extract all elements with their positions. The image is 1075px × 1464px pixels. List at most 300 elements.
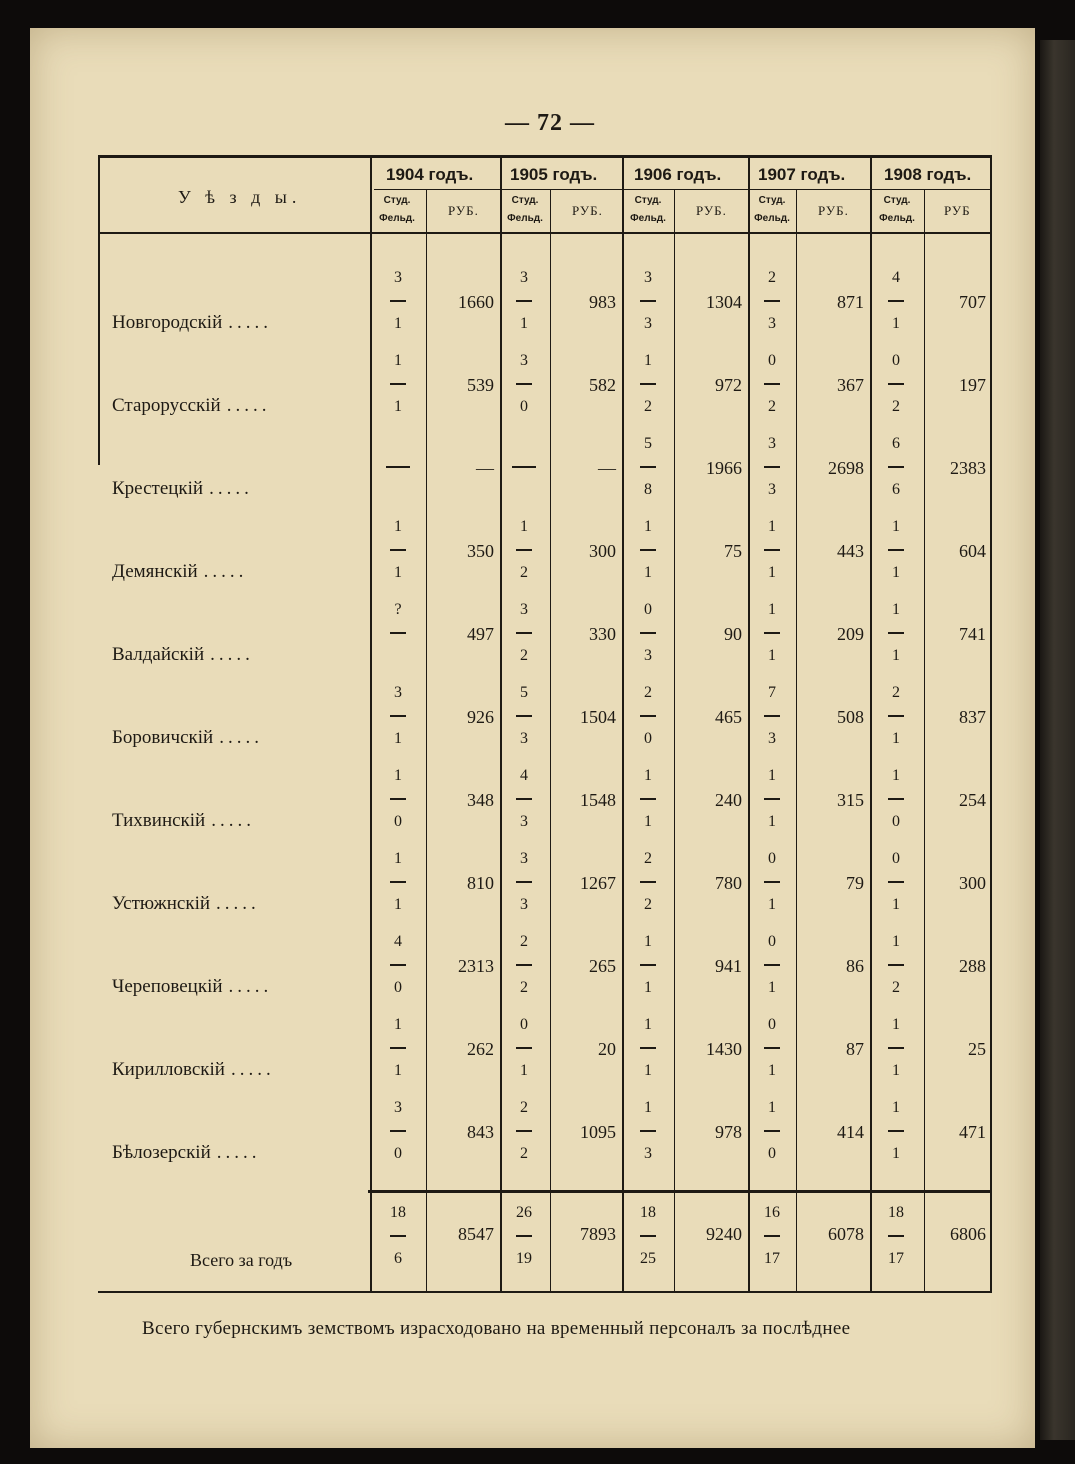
stud-feld-cell xyxy=(630,436,666,498)
rub-amount: 367 xyxy=(837,375,864,395)
rub-amount: 75 xyxy=(724,541,742,561)
header-rub-1908: РУБ xyxy=(944,203,971,218)
stud-feld-cell xyxy=(878,934,914,996)
feld-count: 1 xyxy=(520,1061,528,1079)
header-year-1907: 1907 годъ. xyxy=(758,165,846,184)
stud-feld-cell xyxy=(380,934,416,996)
next-page-edge xyxy=(1040,40,1075,1440)
stud-feld-cell xyxy=(754,768,790,830)
stud-count: 1 xyxy=(892,767,900,784)
stud-feld-cell xyxy=(630,519,666,581)
rub-amount: 348 xyxy=(467,790,494,810)
rub-amount: — xyxy=(476,458,494,478)
feld-count: 1 xyxy=(892,563,900,581)
stud-count: 3 xyxy=(644,269,652,286)
table-bottom-rule xyxy=(98,1291,992,1293)
stud-count: 2 xyxy=(644,850,652,867)
rub-amount: 79 xyxy=(846,873,864,893)
stud-feld-cell xyxy=(630,934,666,996)
header-stud-1904: Студ. xyxy=(383,195,411,206)
stud-feld-cell xyxy=(380,353,416,415)
stud-feld-cell xyxy=(506,436,542,482)
fraction-bar xyxy=(888,964,904,966)
fraction-bar xyxy=(640,1047,656,1049)
stud-feld-cell xyxy=(630,768,666,830)
leader-dots: ..... xyxy=(228,312,272,333)
fraction-bar xyxy=(390,1130,406,1132)
feld-count: 19 xyxy=(516,1249,532,1267)
stud-count: 2 xyxy=(644,684,652,701)
stud-feld-cell xyxy=(754,519,790,581)
stud-feld-cell xyxy=(630,1100,666,1162)
fraction-bar xyxy=(640,383,656,385)
rub-amount: 87 xyxy=(846,1039,864,1059)
stud-feld-cell xyxy=(754,353,790,415)
fraction-bar xyxy=(516,715,532,717)
header-stud-1908: Студ. xyxy=(883,195,911,206)
rub-amount: 209 xyxy=(837,624,864,644)
stud-count: 0 xyxy=(768,352,776,369)
feld-count: 1 xyxy=(768,978,776,996)
district-name xyxy=(112,810,255,832)
stud-feld-cell xyxy=(506,270,542,332)
feld-count: 1 xyxy=(394,729,402,747)
rub-amount: 843 xyxy=(467,1122,494,1142)
stud-count: 1 xyxy=(644,352,652,369)
feld-count: 1 xyxy=(892,646,900,664)
stud-count: 3 xyxy=(394,269,402,286)
fraction-bar xyxy=(764,715,780,717)
feld-count: 2 xyxy=(520,1144,528,1162)
feld-count: 25 xyxy=(640,1249,656,1267)
stud-feld-cell xyxy=(630,353,666,415)
district-label: Череповецкій xyxy=(112,976,223,997)
rub-amount: 240 xyxy=(715,790,742,810)
fraction-bar xyxy=(390,632,406,634)
rub-amount: 6078 xyxy=(828,1224,864,1244)
stud-feld-cell xyxy=(878,436,914,498)
stud-count: 0 xyxy=(892,352,900,369)
stud-feld-cell xyxy=(630,685,666,747)
stud-feld-cell xyxy=(380,270,416,332)
rub-amount: — xyxy=(598,458,616,478)
district-label: Кирилловскій xyxy=(112,1059,225,1080)
district-name xyxy=(112,561,247,583)
stud-count: 1 xyxy=(892,1099,900,1116)
feld-count: 1 xyxy=(892,1144,900,1162)
fraction-bar xyxy=(640,798,656,800)
feld-count: 1 xyxy=(644,978,652,996)
rub-amount: 539 xyxy=(467,375,494,395)
leader-dots: ..... xyxy=(228,976,273,997)
fraction-bar xyxy=(640,1130,656,1132)
feld-count: 0 xyxy=(394,978,402,996)
stud-feld-cell xyxy=(754,602,790,664)
fraction-bar xyxy=(764,383,780,385)
stud-feld-cell xyxy=(878,519,914,581)
feld-count: 1 xyxy=(892,314,900,332)
stud-feld-cell xyxy=(380,519,416,581)
stud-count: 1 xyxy=(394,518,402,535)
rub-amount: 25 xyxy=(968,1039,986,1059)
leader-dots: ..... xyxy=(230,1059,275,1080)
rub-amount: 1095 xyxy=(580,1122,616,1142)
fraction-bar xyxy=(764,964,780,966)
feld-count: 0 xyxy=(394,1144,402,1162)
stud-feld-cell xyxy=(754,1100,790,1162)
header-rub-1906: РУБ. xyxy=(696,203,727,218)
year-subheader-rule xyxy=(374,189,992,190)
stud-count: 1 xyxy=(892,933,900,950)
feld-count: 2 xyxy=(520,978,528,996)
feld-count: 0 xyxy=(394,812,402,830)
fraction-bar xyxy=(390,1235,406,1237)
fraction-bar xyxy=(516,1047,532,1049)
stud-feld-cell xyxy=(630,602,666,664)
leader-dots: ..... xyxy=(203,561,248,582)
stud-count: 1 xyxy=(768,767,776,784)
header-feld-1906: Фельд. xyxy=(630,213,666,224)
rub-amount: 497 xyxy=(467,624,494,644)
fraction-bar xyxy=(888,466,904,468)
stud-feld-cell xyxy=(754,1017,790,1079)
district-name xyxy=(112,1059,275,1081)
fraction-bar xyxy=(640,466,656,468)
rub-amount: 983 xyxy=(589,292,616,312)
fraction-bar xyxy=(516,383,532,385)
stud-feld-cell xyxy=(754,685,790,747)
district-expense-table xyxy=(98,155,992,1293)
header-rub-1905: РУБ. xyxy=(572,203,603,218)
stud-count: 1 xyxy=(644,1099,652,1116)
feld-count: 1 xyxy=(892,729,900,747)
stud-count: 1 xyxy=(768,601,776,618)
rub-amount: 330 xyxy=(589,624,616,644)
stud-count: 1 xyxy=(892,601,900,618)
rub-amount: 197 xyxy=(959,375,986,395)
stud-count: 2 xyxy=(892,684,900,701)
footer-text: Всего губернскимъ земствомъ израсходовано на временный персоналъ за послѣднее xyxy=(142,1318,851,1339)
fraction-bar xyxy=(764,1235,780,1237)
stud-feld-cell xyxy=(380,685,416,747)
fraction-bar xyxy=(390,1047,406,1049)
rub-amount: 90 xyxy=(724,624,742,644)
fraction-bar xyxy=(516,1235,532,1237)
feld-count: 6 xyxy=(892,480,900,498)
stud-feld-cell xyxy=(380,1100,416,1162)
rub-amount: 972 xyxy=(715,375,742,395)
feld-count: 3 xyxy=(520,895,528,913)
stud-feld-cell xyxy=(754,270,790,332)
stud-count: 1 xyxy=(892,518,900,535)
stud-count: 1 xyxy=(394,352,402,369)
stud-feld-cell xyxy=(506,1205,542,1267)
stud-feld-cell xyxy=(878,768,914,830)
stud-count: 18 xyxy=(390,1204,406,1221)
feld-count: 1 xyxy=(768,563,776,581)
fraction-bar xyxy=(390,964,406,966)
stud-feld-cell xyxy=(506,685,542,747)
rub-amount: 978 xyxy=(715,1122,742,1142)
rub-amount: 1548 xyxy=(580,790,616,810)
feld-count: 3 xyxy=(644,314,652,332)
rub-amount: 443 xyxy=(837,541,864,561)
stud-count: 0 xyxy=(768,850,776,867)
fraction-bar xyxy=(516,798,532,800)
stud-feld-cell xyxy=(630,270,666,332)
stud-feld-cell xyxy=(506,1100,542,1162)
rub-amount: 350 xyxy=(467,541,494,561)
rub-amount: 707 xyxy=(959,292,986,312)
rub-amount: 1660 xyxy=(458,292,494,312)
stud-count: 18 xyxy=(640,1204,656,1221)
stud-count: 1 xyxy=(892,1016,900,1033)
stud-count: 0 xyxy=(892,850,900,867)
fraction-bar xyxy=(888,1235,904,1237)
header-year-1905: 1905 годъ. xyxy=(510,165,598,184)
leader-dots: ..... xyxy=(219,727,263,748)
feld-count: 1 xyxy=(644,1061,652,1079)
rub-amount: 86 xyxy=(846,956,864,976)
feld-count: 3 xyxy=(768,314,776,332)
rub-amount: 2383 xyxy=(950,458,986,478)
header-year-1906: 1906 годъ. xyxy=(634,165,722,184)
stud-count: 1 xyxy=(394,850,402,867)
district-label: Боровичскій xyxy=(112,727,214,748)
stud-count: 26 xyxy=(516,1204,532,1221)
feld-count: 1 xyxy=(394,1061,402,1079)
stud-count: 1 xyxy=(768,1099,776,1116)
leader-dots: ..... xyxy=(216,893,260,914)
stud-feld-cell xyxy=(506,934,542,996)
feld-count: 3 xyxy=(644,1144,652,1162)
table-top-rule xyxy=(98,155,992,158)
fraction-bar xyxy=(512,466,536,468)
stud-count: 3 xyxy=(768,435,776,452)
stud-count: 1 xyxy=(644,518,652,535)
feld-count: 3 xyxy=(644,646,652,664)
fraction-bar xyxy=(516,964,532,966)
rub-amount: 254 xyxy=(959,790,986,810)
fraction-bar xyxy=(390,798,406,800)
stud-count: 1 xyxy=(768,518,776,535)
stud-feld-cell xyxy=(878,1100,914,1162)
header-feld-1908: Фельд. xyxy=(879,213,915,224)
stud-feld-cell xyxy=(754,1205,790,1267)
stud-feld-cell xyxy=(506,851,542,913)
feld-count: 2 xyxy=(644,895,652,913)
rub-amount: 2698 xyxy=(828,458,864,478)
rub-amount: 315 xyxy=(837,790,864,810)
fraction-bar xyxy=(888,1130,904,1132)
rub-amount: 300 xyxy=(589,541,616,561)
stud-count xyxy=(506,436,542,466)
fraction-bar xyxy=(888,549,904,551)
feld-count: 8 xyxy=(644,480,652,498)
district-name xyxy=(112,478,253,500)
fraction-bar xyxy=(640,881,656,883)
stud-feld-cell xyxy=(878,270,914,332)
stud-feld-cell xyxy=(630,1017,666,1079)
stud-count: 4 xyxy=(394,933,402,950)
rub-amount: 288 xyxy=(959,956,986,976)
col-sep-1908-stud xyxy=(870,155,872,1293)
district-label: Демянскій xyxy=(112,561,198,582)
header-rub-1907: РУБ. xyxy=(818,203,849,218)
rub-amount: 604 xyxy=(959,541,986,561)
header-year-1904: 1904 годъ. xyxy=(386,165,474,184)
district-label: Тихвинскій xyxy=(112,810,206,831)
stud-feld-cell xyxy=(878,1205,914,1267)
stud-feld-cell xyxy=(630,1205,666,1267)
district-label: Новгородскій xyxy=(112,312,223,333)
feld-count: 3 xyxy=(768,480,776,498)
totals-rule xyxy=(368,1190,992,1193)
stud-feld-cell xyxy=(506,1017,542,1079)
fraction-bar xyxy=(640,964,656,966)
feld-count: 3 xyxy=(768,729,776,747)
fraction-bar xyxy=(764,1130,780,1132)
stud-count: 3 xyxy=(394,1099,402,1116)
leader-dots: ..... xyxy=(209,478,253,499)
feld-count: 1 xyxy=(768,646,776,664)
header-rub-1904: РУБ. xyxy=(448,203,479,218)
feld-count: 2 xyxy=(768,397,776,415)
rub-amount: 810 xyxy=(467,873,494,893)
stud-count: 3 xyxy=(520,269,528,286)
feld-count: 17 xyxy=(764,1249,780,1267)
rub-amount: 871 xyxy=(837,292,864,312)
page-number: — 72 — xyxy=(505,110,595,136)
feld-count: 1 xyxy=(768,812,776,830)
rub-amount: 7893 xyxy=(580,1224,616,1244)
fraction-bar xyxy=(640,715,656,717)
feld-count: 2 xyxy=(520,563,528,581)
rub-amount: 582 xyxy=(589,375,616,395)
stud-feld-cell xyxy=(380,1205,416,1267)
stud-count: 0 xyxy=(520,1016,528,1033)
totals-label: Всего за годъ xyxy=(190,1250,293,1270)
stud-count: 2 xyxy=(520,933,528,950)
stud-feld-cell xyxy=(506,353,542,415)
fraction-bar xyxy=(390,881,406,883)
fraction-bar xyxy=(390,549,406,551)
feld-count: 1 xyxy=(892,895,900,913)
col-sep-1907-stud xyxy=(748,155,750,1293)
stud-count: 1 xyxy=(644,933,652,950)
feld-count: 1 xyxy=(520,314,528,332)
stud-feld-cell xyxy=(380,1017,416,1079)
stud-feld-cell xyxy=(380,768,416,830)
stud-feld-cell xyxy=(380,851,416,913)
col-sep-1904-stud xyxy=(370,155,372,1293)
stud-count: 4 xyxy=(892,269,900,286)
rub-amount: 262 xyxy=(467,1039,494,1059)
feld-count: 1 xyxy=(644,812,652,830)
feld-count: 1 xyxy=(394,563,402,581)
fraction-bar xyxy=(640,1235,656,1237)
stud-feld-cell xyxy=(878,851,914,913)
fraction-bar xyxy=(888,881,904,883)
fraction-bar xyxy=(888,383,904,385)
feld-count: 1 xyxy=(768,895,776,913)
fraction-bar xyxy=(640,632,656,634)
feld-count: 0 xyxy=(768,1144,776,1162)
leader-dots: ..... xyxy=(211,810,255,831)
rub-amount: 1430 xyxy=(706,1039,742,1059)
feld-count: 3 xyxy=(520,729,528,747)
feld-count: 1 xyxy=(644,563,652,581)
rub-amount: 471 xyxy=(959,1122,986,1142)
fraction-bar xyxy=(390,383,406,385)
fraction-bar xyxy=(888,1047,904,1049)
rub-amount: 300 xyxy=(959,873,986,893)
header-feld-1904: Фельд. xyxy=(379,213,415,224)
fraction-bar xyxy=(764,1047,780,1049)
fraction-bar xyxy=(888,798,904,800)
district-name xyxy=(112,395,270,417)
stud-count xyxy=(380,436,416,466)
stud-count: 1 xyxy=(520,518,528,535)
district-name xyxy=(112,976,272,998)
header-feld-1907: Фельд. xyxy=(754,213,790,224)
rub-amount: 837 xyxy=(959,707,986,727)
leader-dots: ..... xyxy=(210,644,254,665)
fraction-bar xyxy=(764,881,780,883)
header-year-1908: 1908 годъ. xyxy=(884,165,972,184)
left-border xyxy=(98,155,100,465)
rub-amount: 508 xyxy=(837,707,864,727)
fraction-bar xyxy=(888,300,904,302)
stud-count: 3 xyxy=(520,601,528,618)
feld-count: 2 xyxy=(892,978,900,996)
stud-count: 2 xyxy=(520,1099,528,1116)
feld-count: 1 xyxy=(394,895,402,913)
district-name xyxy=(112,1142,261,1164)
leader-dots: ..... xyxy=(216,1142,261,1163)
col-sep-1905-stud xyxy=(500,155,502,1293)
fraction-bar xyxy=(764,632,780,634)
stud-count: 3 xyxy=(520,850,528,867)
district-name xyxy=(112,312,272,334)
stud-count: 0 xyxy=(768,1016,776,1033)
district-label: Крестецкій xyxy=(112,478,204,499)
stud-feld-cell xyxy=(754,851,790,913)
district-name xyxy=(112,644,254,666)
header-feld-1905: Фельд. xyxy=(507,213,543,224)
stud-count: 0 xyxy=(644,601,652,618)
stud-count: 3 xyxy=(394,684,402,701)
stud-feld-cell xyxy=(380,602,416,648)
col-sep-1906-stud xyxy=(622,155,624,1293)
district-name xyxy=(112,727,263,749)
rub-amount: 941 xyxy=(715,956,742,976)
rub-amount: 9240 xyxy=(706,1224,742,1244)
district-label: Старорусскій xyxy=(112,395,221,416)
stud-feld-cell xyxy=(630,851,666,913)
fraction-bar xyxy=(516,881,532,883)
header-bottom-rule xyxy=(98,232,992,234)
fraction-bar xyxy=(516,549,532,551)
rub-amount: 1504 xyxy=(580,707,616,727)
rub-amount: 1966 xyxy=(706,458,742,478)
stud-feld-cell xyxy=(506,519,542,581)
stud-count: 16 xyxy=(764,1204,780,1221)
stud-feld-cell xyxy=(506,768,542,830)
stud-count: 5 xyxy=(644,435,652,452)
feld-count: 1 xyxy=(892,1061,900,1079)
fraction-bar xyxy=(888,632,904,634)
